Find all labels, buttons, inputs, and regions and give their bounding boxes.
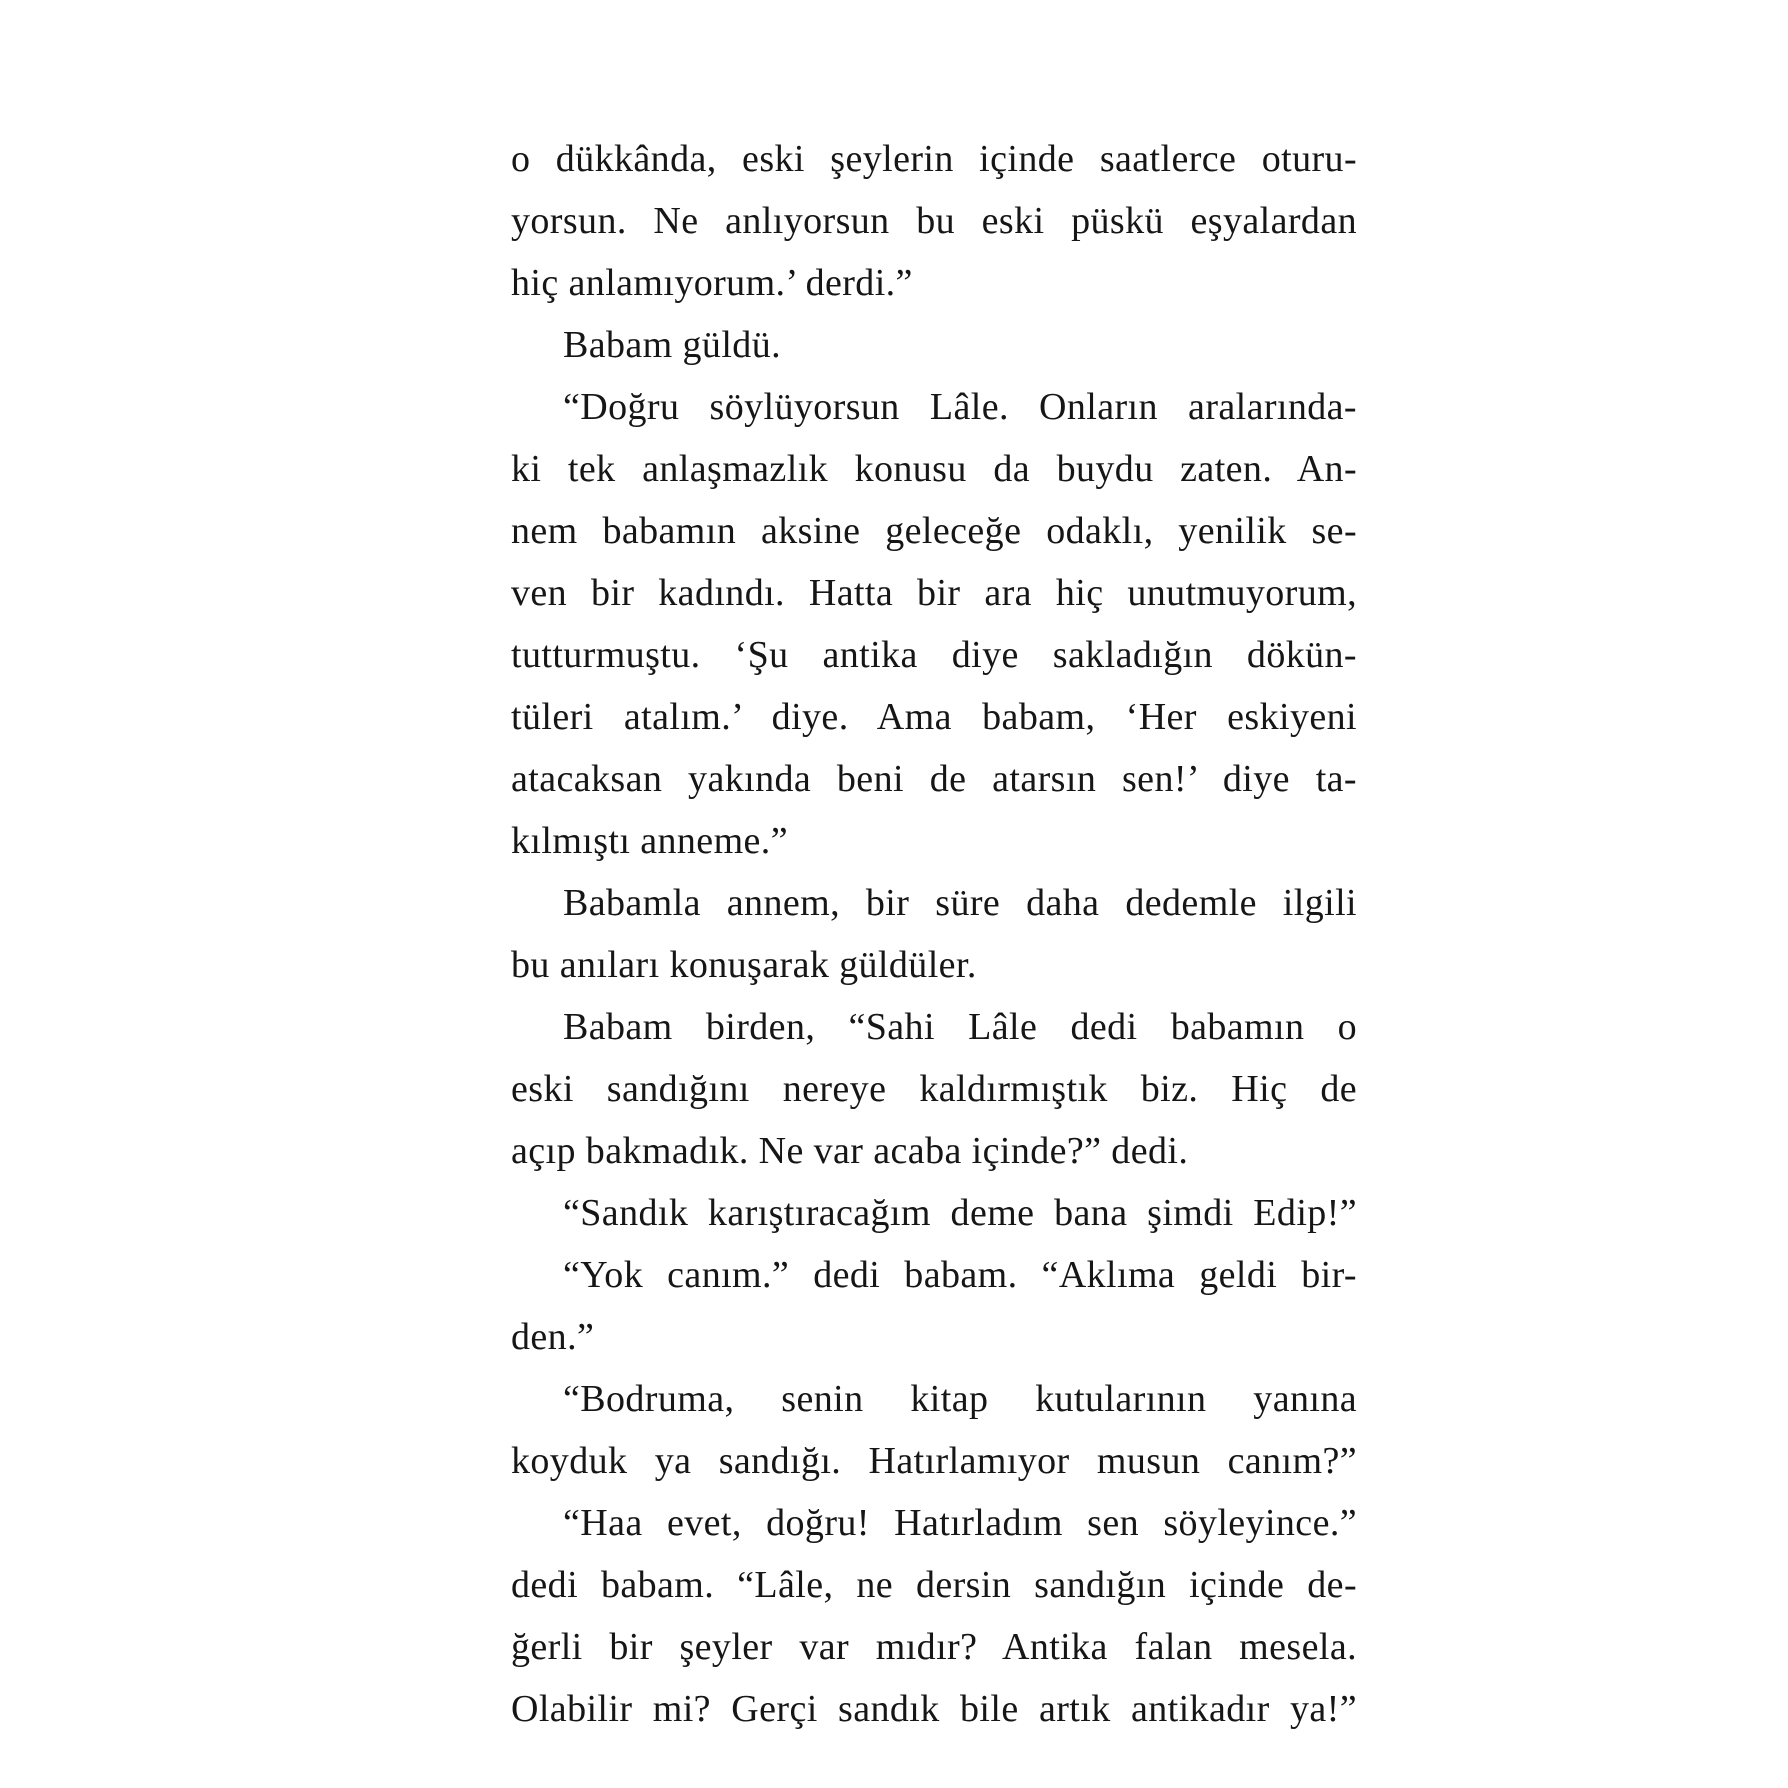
page-text [511, 128, 1357, 1740]
text-line: Babamla annem, bir süre daha dedemle ilgili [563, 882, 1357, 924]
text-line: açıp bakmadık. Ne var acaba içinde?” dedi. [511, 1130, 1189, 1172]
text-line: bu anıları konuşarak güldüler. [511, 944, 977, 986]
text-line: atacaksan yakında beni de atarsın sen!’ diye ta- [511, 758, 1357, 800]
text-line: ğerli bir şeyler var mıdır? Antika falan mesela. [511, 1626, 1357, 1668]
text-line: tüleri atalım.’ diye. Ama babam, ‘Her eskiyeni [511, 696, 1357, 738]
text-line: nem babamın aksine geleceğe odaklı, yenilik se- [511, 510, 1357, 552]
text-line: “Sandık karıştıracağım deme bana şimdi Edip!” [563, 1192, 1357, 1234]
text-line: Olabilir mi? Gerçi sandık bile artık antikadır ya!” [511, 1688, 1357, 1730]
text-line: “Haa evet, doğru! Hatırladım sen söyleyince.” [563, 1502, 1357, 1544]
text-line: “Yok canım.” dedi babam. “Aklıma geldi bir- [563, 1254, 1357, 1296]
text-line: “Bodruma, senin kitap kutularının yanına [563, 1378, 1357, 1420]
text-line: den.” [511, 1316, 595, 1358]
text-line: kılmıştı anneme.” [511, 820, 788, 862]
text-line: eski sandığını nereye kaldırmıştık biz. Hiç de [511, 1068, 1357, 1110]
text-line: “Doğru söylüyorsun Lâle. Onların aralarında- [563, 386, 1357, 428]
text-line: ki tek anlaşmazlık konusu da buydu zaten. An- [511, 448, 1357, 490]
text-line: dedi babam. “Lâle, ne dersin sandığın içinde de- [511, 1564, 1357, 1606]
text-line: hiç anlamıyorum.’ derdi.” [511, 262, 913, 304]
text-line: ven bir kadındı. Hatta bir ara hiç unutmuyorum, [511, 572, 1357, 614]
text-line: koyduk ya sandığı. Hatırlamıyor musun canım?” [511, 1440, 1357, 1482]
text-line: Babam güldü. [563, 324, 781, 366]
text-line: o dükkânda, eski şeylerin içinde saatlerce oturu- [511, 138, 1357, 180]
text-line: tutturmuştu. ‘Şu antika diye sakladığın dökün- [511, 634, 1357, 676]
text-line: Babam birden, “Sahi Lâle dedi babamın o [563, 1006, 1357, 1048]
text-line: yorsun. Ne anlıyorsun bu eski püskü eşyalardan [511, 200, 1357, 242]
